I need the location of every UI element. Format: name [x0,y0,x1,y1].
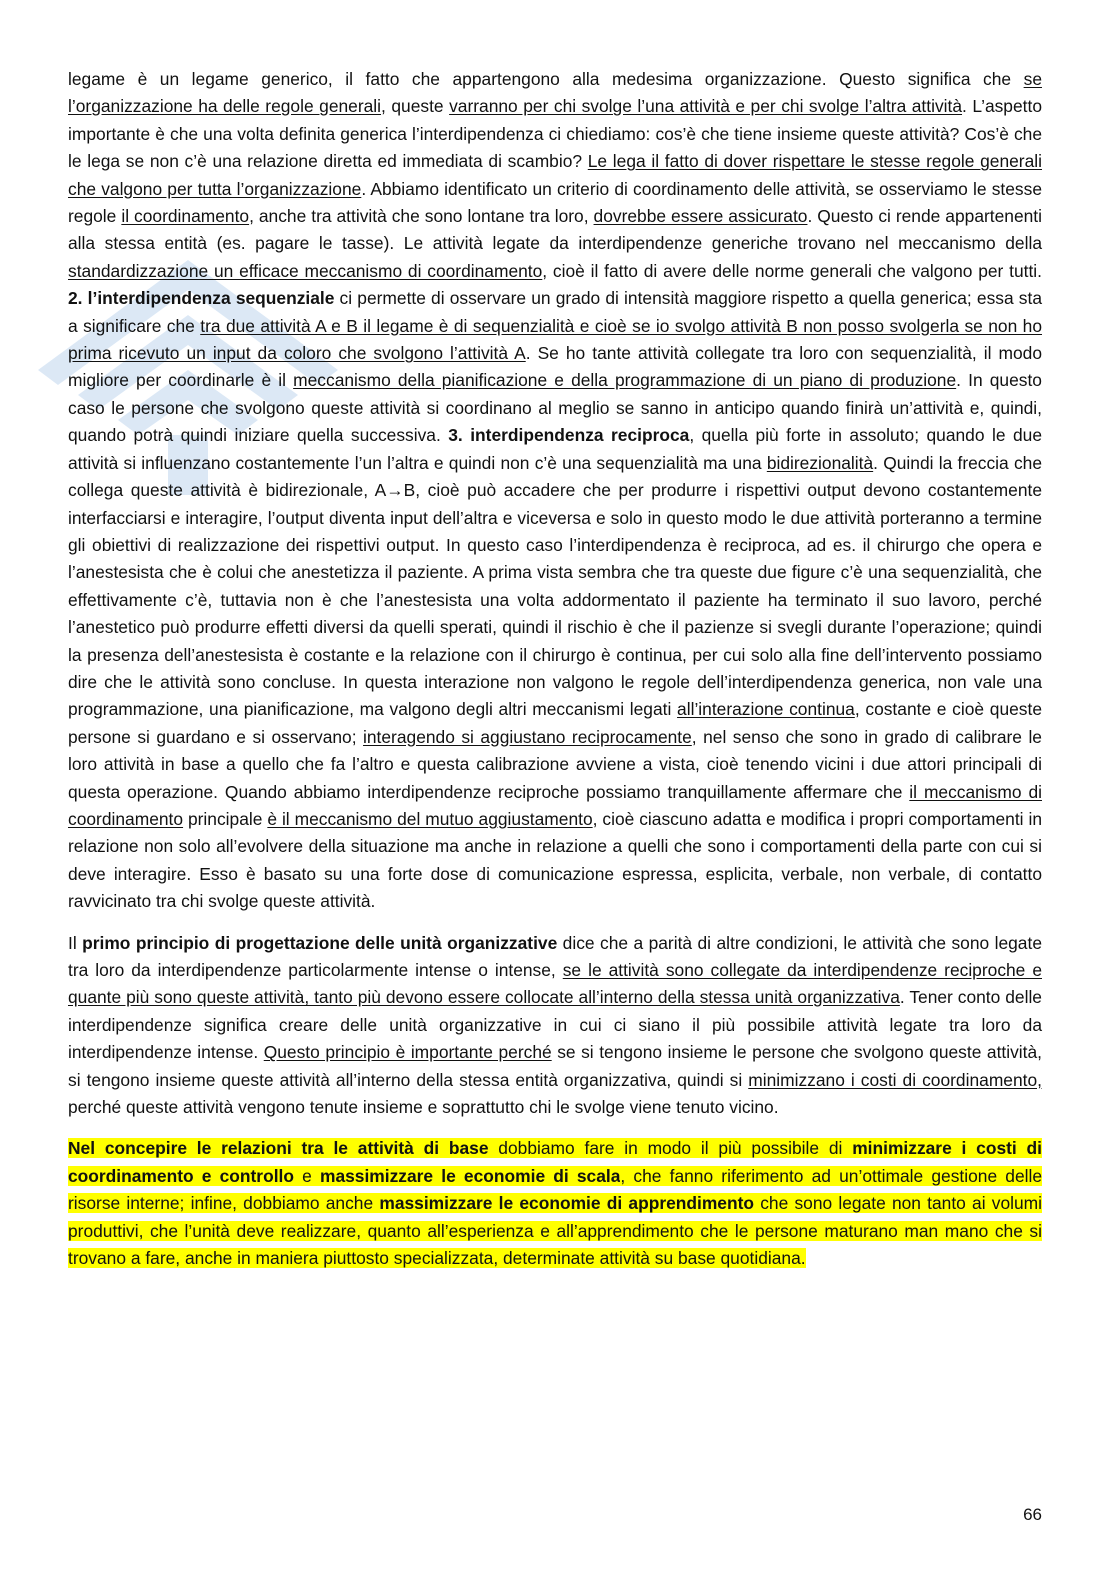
text-segment: se l’organizzazione ha delle regole generali [68,69,1042,117]
text-segment: meccanismo della pianificazione e della programmazione di un piano di produzione [293,370,957,391]
text-segment: dovrebbe essere assicurato [593,206,808,227]
text-segment: Il [68,932,83,953]
text-segment: e [294,1165,320,1186]
text-segment: è il meccanismo del mutuo aggiustamento [267,808,593,829]
text-segment: . Se ho tante attività collegate tra loro con sequenzialità, il modo migliore per coordinarle è il [68,343,1042,391]
text-segment: . Quindi la freccia che collega queste attività è bidirezionale, A→B, cioè può accadere che per produrre i rispettivi output devono costantemente interfacciarsi e interagire, l’output diventa input dell’altra e viceversa e solo in questo modo le due attività porteranno a termine gli obiettivi di realizzazione dei rispettivi output. In questo caso l’interdipendenza è reciproca, ad es. il chirurgo che opera e l’anestesista che è colui che anestetizza il paziente. A prima vista sembra che tra queste due figure c’è una sequenzialità, che effettivamente c’è, tuttavia non è che l’anestesista una volta addormentato il paziente ha terminato il suo lavoro, perché l’anestetico può produrre effetti diversi da quelli sperati, quindi il rischio è che il pazienze si svegli durante l’operazione; quindi la presenza dell’anestesista è costante e la relazione con il chirurgo è continua, per cui solo alla fine dell’intervento possiamo dire che le attività sono concluse. In questa interazione non valgono le regole dell’interdipendenza generica, non vale una programmazione, una pianificazione, ma valgono degli altri meccanismi legati [68,452,1042,720]
text-segment: , cioè ciascuno adatta e modifica i propri comportamenti in relazione non solo all’evolvere della situazione ma anche in relazione a quelli che sono i comportamenti della parte con cui si deve interagire. Esso è basato su una forte dose di comunicazione espressa, esplicita, verbale, non verbale, di contatto ravvicinato tra chi svolge queste attività. [68,808,1043,912]
text-segment: Le lega il fatto di dover rispettare le stesse regole generali che valgono per tutta l’organizzazione [68,151,1042,199]
text-segment: minimizzano i costi di coordinamento, [748,1069,1042,1090]
text-segment: 3. interdipendenza reciproca [448,425,690,446]
text-segment: massimizzare le economie di scala [320,1165,621,1186]
text-segment: . In questo caso le persone che svolgono queste attività si coordinano al meglio se sanno in anticipo quando finirà un’attività e, quindi, quando potrà quindi iniziare quella successiva. [68,370,1042,446]
text-segment: perché queste attività vengono tenute insieme e soprattutto chi le svolge viene tenuto vicino. [68,1097,779,1118]
text-segment: , anche tra attività che sono lontane tra loro, [249,206,594,227]
text-segment: , queste [381,96,450,117]
text-segment: , quella più forte in assoluto; quando le due attività si influenzano costantemente l’un l’altra e quindi non c’è una sequenzialità ma una [68,425,1042,473]
text-segment: il coordinamento [121,206,250,227]
text-segment: se si tengono insieme le persone che svolgono queste attività, si tengono insieme queste attività all’interno della stessa entità organizzativa, quindi si [68,1042,1043,1090]
text-segment: standardizzazione un efficace meccanismo di coordinamento [68,260,543,281]
text-segment: varranno per chi svolge l’una attività e per chi svolge l’altra attività [449,96,963,117]
text-segment: ci permette di osservare un grado di intensità maggiore rispetto a quella generica; essa sta a significare che [68,288,1042,336]
text-segment: , che fanno riferimento ad un’ottimale gestione delle risorse interne; infine, dobbiamo anche [68,1165,1043,1214]
text-segment: . Tener conto delle interdipendenze significa creare delle unità organizzative in cui ci siano il più possibile attività legate tra loro da interdipendenze intense. [68,987,1042,1063]
text-segment: primo principio di progettazione delle unità organizzative [82,932,558,953]
text-segment: minimizzare i costi di coordinamento e controllo [68,1138,1043,1186]
text-segment: . Questo ci rende appartenenti alla stessa entità (es. pagare le tasse). Le attività legate da interdipendenze generiche trovano nel meccanismo della [68,206,1042,254]
text-segment: se le attività sono collegate da interdipendenze reciproche e quante più sono queste attività, tanto più devono essere collocate all’interno della stessa unità organizzativa [68,960,1042,1008]
page-number: 66 [1023,1505,1042,1524]
text-segment: dice che a parità di altre condizioni, le attività che sono legate tra loro da interdipendenze particolarmente intense o intense, [68,932,1042,980]
text-segment: . Abbiamo identificato un criterio di coordinamento delle attività, se osserviamo le stesse regole [68,178,1042,227]
paragraph-interdependence [68,66,1042,916]
text-segment: . L’aspetto importante è che una volta definita generica l’interdipendenza ci chiediamo: cos’è che tiene insieme queste attività? Cos’è che le lega se non c’è una relazione diretta ed immediata di scambio? [68,96,1042,172]
text-segment: dobbiamo fare in modo il più possibile di [488,1138,853,1159]
text-segment: , cioè il fatto di avere delle norme generali che valgono per tutti. [542,260,1042,281]
text-segment: tra due attività A e B il legame è di sequenzialità e cioè se io svolgo attività B non posso svolgerla se non ho prima ricevuto un input da coloro che svolgono l’attività A [68,315,1042,364]
page-body [68,66,1042,1272]
text-segment: Questo principio è importante perché [263,1042,552,1063]
paragraph-highlighted-summary [68,1135,1042,1272]
text-segment: principale [183,808,268,829]
text-segment: legame è un legame generico, il fatto che appartengono alla medesima organizzazione. Questo significa che [68,69,1024,89]
text-segment: bidirezionalità [766,452,874,473]
text-segment: massimizzare le economie di apprendimento [379,1193,755,1214]
paragraph-first-principle [68,930,1042,1122]
text-segment: interagendo si aggiustano reciprocamente [363,726,692,747]
text-segment: che sono legate non tanto ai volumi produttivi, che l’unità deve realizzare, quanto all’esperienza e all’apprendimento che le persone maturano man mano che si trovano a fare, anche in maniera piuttosto specializzata, determinate attività su base quotidiana. [68,1193,1043,1269]
text-segment: all’interazione continua [677,699,855,720]
text-segment: , costante e cioè queste persone si guardano e si osservano; [68,699,1042,747]
text-segment: Nel concepire le relazioni tra le attività di base [68,1138,489,1159]
text-segment: il meccanismo di coordinamento [68,781,1042,829]
text-segment: 2. l’interdipendenza sequenziale [68,288,335,309]
text-segment: , nel senso che sono in grado di calibrare le loro attività in base a quello che fa l’altro e questa calibrazione avviene a vista, cioè tenendo vicini i due attori principali di questa operazione. Quando abbiamo interdipendenze reciproche possiamo tranquillamente affermare che [68,726,1042,802]
